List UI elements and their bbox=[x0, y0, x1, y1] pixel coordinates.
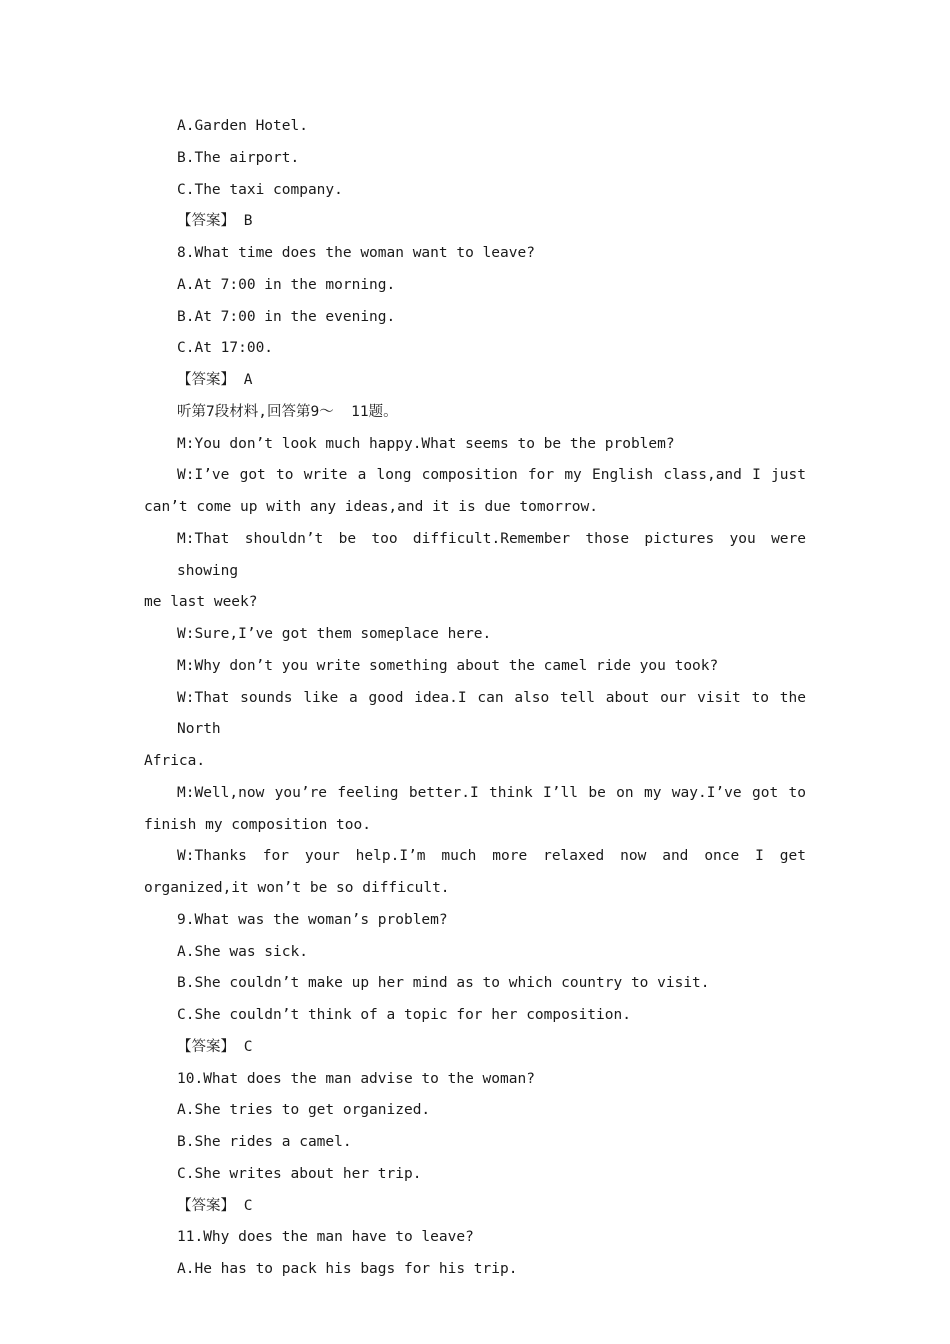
text-line: 听第7段材料,回答第9～ 11题。 bbox=[177, 403, 398, 420]
text-line: M:That shouldn’t be too difficult.Remember those pictures you were showing bbox=[177, 530, 806, 579]
text-line: B.The airport. bbox=[177, 149, 300, 166]
text-line: W:Thanks for your help.I’m much more relaxed now and once I get bbox=[177, 848, 806, 865]
text-line: A.She tries to get organized. bbox=[177, 1102, 431, 1119]
text-line: B.She couldn’t make up her mind as to which country to visit. bbox=[177, 975, 710, 992]
text-line: 9.What was the woman’s problem? bbox=[177, 911, 448, 928]
text-line: B.At 7:00 in the evening. bbox=[177, 308, 396, 325]
text-line: W:I’ve got to write a long composition for my English class,and I just bbox=[177, 467, 806, 484]
document-body bbox=[144, 111, 806, 1286]
text-line: M:Well,now you’re feeling better.I think I’ll be on my way.I’ve got to bbox=[177, 784, 806, 801]
text-line: M:Why don’t you write something about the camel ride you took? bbox=[177, 657, 719, 674]
text-line: 10.What does the man advise to the woman? bbox=[177, 1070, 535, 1087]
text-line: C.At 17:00. bbox=[177, 340, 274, 357]
text-line: B.She rides a camel. bbox=[177, 1134, 352, 1150]
text-line: A.She was sick. bbox=[177, 943, 308, 960]
text-line: me last week? bbox=[144, 594, 258, 611]
text-line: finish my composition too. bbox=[144, 816, 371, 833]
text-line: C.The taxi company. bbox=[177, 181, 343, 198]
text-line: 【答案】 C bbox=[177, 1197, 253, 1214]
text-line: A.He has to pack his bags for his trip. bbox=[177, 1261, 518, 1277]
text-line: A.Garden Hotel. bbox=[177, 118, 308, 134]
text-line: A.At 7:00 in the morning. bbox=[177, 276, 396, 293]
text-line: C.She couldn’t think of a topic for her composition. bbox=[177, 1007, 631, 1023]
text-line: 【答案】 A bbox=[177, 372, 253, 388]
text-line: 【答案】 B bbox=[177, 213, 253, 230]
text-line: Africa. bbox=[144, 753, 206, 769]
text-line: C.She writes about her trip. bbox=[177, 1165, 422, 1182]
text-line: M:You don’t look much happy.What seems to be the problem? bbox=[177, 435, 675, 452]
text-line: 11.Why does the man have to leave? bbox=[177, 1229, 474, 1246]
text-line: W:Sure,I’ve got them someplace here. bbox=[177, 626, 492, 642]
text-line: can’t come up with any ideas,and it is due tomorrow. bbox=[144, 499, 598, 515]
text-line: organized,it won’t be so difficult. bbox=[144, 880, 450, 896]
text-line: 8.What time does the woman want to leave? bbox=[177, 245, 535, 261]
text-line: W:That sounds like a good idea.I can also tell about our visit to the North bbox=[177, 689, 806, 738]
text-line: 【答案】 C bbox=[177, 1038, 253, 1055]
